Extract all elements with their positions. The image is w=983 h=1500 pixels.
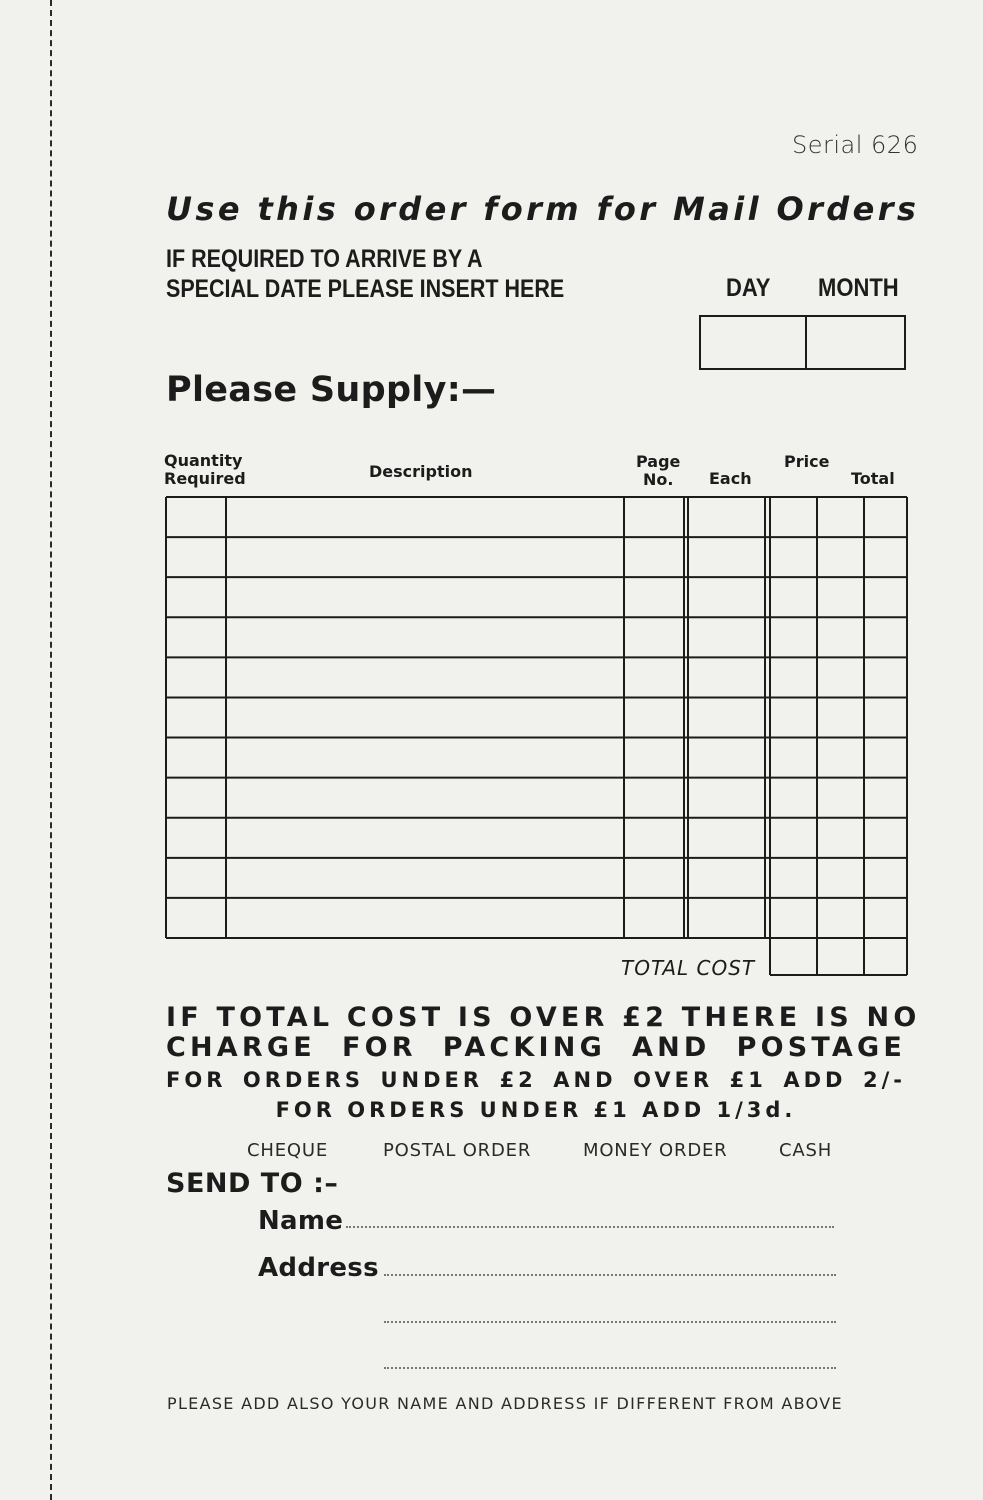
- column-header-quantity-line-1: Quantity: [164, 451, 243, 470]
- please-supply-heading: Please Supply:—: [166, 370, 497, 410]
- column-header-price: Price: [784, 452, 830, 471]
- day-label: DAY: [726, 274, 771, 302]
- payment-option-postal-order: POSTAL ORDER: [383, 1140, 532, 1161]
- column-header-description: Description: [369, 462, 473, 481]
- postage-notice-line-1: IF TOTAL COST IS OVER £2 THERE IS NO: [166, 1002, 921, 1033]
- address-label: Address: [258, 1253, 379, 1283]
- name-field-dotted-line: [346, 1226, 834, 1228]
- payment-option-cheque: CHEQUE: [247, 1140, 328, 1161]
- address-field-line-1: [384, 1274, 836, 1276]
- total-cost-label: TOTAL COST: [621, 956, 756, 980]
- name-label: Name: [258, 1206, 344, 1236]
- column-header-each: Each: [709, 469, 752, 488]
- postage-notice-line-4: FOR ORDERS UNDER £1 ADD 1/3d.: [275, 1098, 797, 1122]
- payment-option-cash: CASH: [779, 1140, 833, 1161]
- special-date-line-1: IF REQUIRED TO ARRIVE BY A: [166, 245, 483, 273]
- postage-notice-line-2: CHARGE FOR PACKING AND POSTAGE: [166, 1032, 906, 1063]
- form-headline: Use this order form for Mail Orders: [166, 190, 920, 228]
- month-label: MONTH: [818, 274, 899, 302]
- postage-notice-line-3: FOR ORDERS UNDER £2 AND OVER £1 ADD 2/-: [166, 1068, 906, 1092]
- footer-note: PLEASE ADD ALSO YOUR NAME AND ADDRESS IF DIFFERENT FROM ABOVE: [167, 1394, 843, 1413]
- address-field-line-3: [384, 1367, 836, 1369]
- column-header-total: Total: [851, 469, 895, 488]
- special-date-line-2: SPECIAL DATE PLEASE INSERT HERE: [166, 275, 565, 303]
- column-header-quantity-line-2: Required: [164, 469, 246, 488]
- serial-number: Serial 626: [792, 131, 919, 159]
- send-to-heading: SEND TO :–: [166, 1168, 339, 1199]
- column-header-page-line-1: Page: [636, 452, 681, 471]
- address-field-line-2: [384, 1321, 836, 1323]
- column-header-page-line-2: No.: [642, 470, 674, 489]
- payment-option-money-order: MONEY ORDER: [583, 1140, 728, 1161]
